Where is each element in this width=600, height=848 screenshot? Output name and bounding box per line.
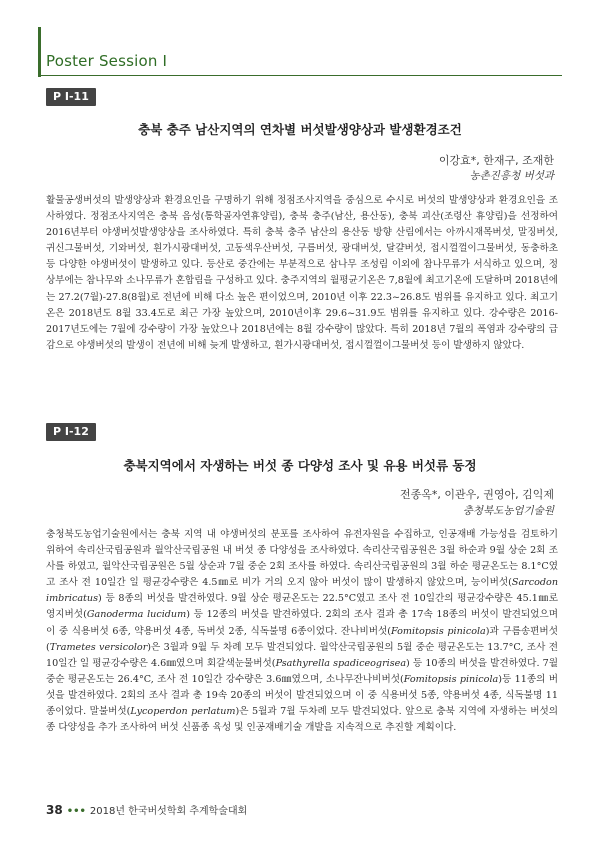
page-footer	[46, 802, 247, 817]
poster-code-badge: P I-11	[46, 88, 96, 106]
species-name: Trametes versicolor	[49, 641, 148, 653]
article-authors: 이강효*, 한재구, 조재한	[438, 154, 554, 167]
article-abstract	[46, 527, 558, 736]
abstract-text: )은 5월과 7월 두차례 모두 발견되었다. 앞으로 충북 지역에 자생하는 버섯의 종 다양성을 추가 조사하여 버섯 신품종 육성 및 인공재배기술 개발을 지속적으로 추진할 계획이다.	[46, 706, 558, 734]
article-affiliation: 농촌진흥청 버섯과	[469, 170, 554, 182]
species-name: Sarcodon imbricatus	[46, 577, 558, 605]
abstract-text: ) 등 10종의 버섯을 발견하였다. 7월 중순 평균온도는 26.4°C, 조사 전 10일간 강수량은 3.6㎜였으며, 소나무잔나비버섯(	[46, 657, 558, 685]
species-name: Lycoperdon perlatum	[130, 706, 236, 718]
species-name: Fomitopsis pinicola	[391, 625, 486, 637]
species-name: Fomitopsis pinicola	[403, 673, 499, 685]
conference-name: 2018년 한국버섯학회 추계학술대회	[89, 806, 248, 817]
species-name: Psathyrella spadiceogrisea	[275, 657, 407, 669]
species-name: Ganoderma lucidum	[86, 609, 187, 621]
page-number: 38	[46, 803, 63, 817]
abstract-text: )과 구름송편버섯(	[46, 625, 558, 653]
article-title: 충북지역에서 자생하는 버섯 종 다양성 조사 및 유용 버섯류 동정	[123, 458, 477, 473]
article-authors: 전종옥*, 이관우, 권영아, 김익제	[400, 488, 554, 501]
abstract-text: ) 등 8종의 버섯을 발견하였다. 9월 상순 평균온도는 22.5°C였고 조사 전 10일간의 평균강수량은 45.1㎜로 영지버섯(	[46, 593, 558, 621]
abstract-text: 충청북도농업기술원에서는 충북 지역 내 야생버섯의 분포를 조사하여 유전자원을 수집하고, 인공재배 가능성을 검토하기 위하여 속리산국립공원과 월악산국립공원 내 버섯 종 다양성을 조사하였다. 속리산국립공원은 3월 하순과 9월 상순 2회 조사를 하였고, 월악산국립공원은 5월 상순과 7월 중순 2회 조사를 하였다. 속리산국립공원의 3월 하순 평균온도는 8.1°C였고 조사 전 10일간 일 평균강수량은 4.5㎜로 비가 거의 오지 않아 버섯이 많이 발생하지 않았으며, 능이버섯(	[46, 529, 558, 589]
header-accent-rule	[38, 27, 41, 77]
section-title: Poster Session I	[46, 52, 168, 70]
poster-code-badge: P I-12	[46, 423, 96, 441]
abstract-text: )등 11종의 버섯을 발견하였다. 2회의 조사 결과 총 19속 20종의 버섯이 발견되었으며 이 중 식용버섯 5종, 약용버섯 4종, 식독불명 11종이었다. 말불버섯(	[46, 673, 558, 718]
footer-dots: •••	[66, 806, 86, 817]
article-affiliation: 충청북도농업기술원	[462, 505, 554, 517]
abstract-text: ) 등 12종의 버섯을 발견하였다. 2회의 조사 결과 총 17속 18종의 버섯이 발견되었으며 이 중 식용버섯 6종, 약용버섯 4종, 독버섯 2종, 식독불명 6종이었다. 잔나비버섯(	[46, 609, 559, 637]
article-title: 충북 충주 남산지역의 연차별 버섯발생양상과 발생환경조건	[138, 122, 462, 137]
header-divider	[38, 75, 562, 76]
article-abstract: 활물공생버섯의 발생양상과 환경요인을 구명하기 위해 정점조사지역을 중심으로 수시로 버섯의 발생양상과 환경요인을 조사하였다. 정점조사지역은 충북 음성(통학골자연휴양림), 충북 충주(남산, 용산동), 충북 괴산(조령산 휴양림)을 선정하여 2016년부터 야생버섯발생양상을 조사하였다. 특히 충북 충주 남산의 용산동 방향 산림에서는 아까시재목버섯, 말징버섯, 귀신그물버섯, 기와버섯, 흰가시광대버섯, 고동색우산버섯, 구름버섯, 광대버섯, 달걀버섯, 접시껄껄이그물버섯, 동충하초 등 다양한 야생버섯이 발생하고 있다. 등산로 중간에는 부분적으로 삼나무 조성림 이외에 참나무류가 서식하고 있으며, 정상부에는 참나무와 소나무류가 혼합림을 구성하고 있다. 충주지역의 월평균기온은 7,8월에 최고기온에 도달하며 2018년에는 27.2(7월)-27.8(8월)로 전년에 비해 다소 높은 편이었으며, 2010년 이후 22.3~26.8도 범위를 유지하고 있다. 최고기온은 2018년도 8월 33.4도로 최근 가장 높았으며, 2010년이후 29.6~31.9도 범위를 유지하고 있다. 강수량은 2016-2017년도에는 7월에 강수량이 가장 높았으나 2018년에는 8월 강수량이 많았다. 특히 2018년 7월의 폭염과 강수량의 급감으로 야생버섯의 발생이 전년에 비해 늦게 발생하고, 흰가시광대버섯, 접시껄껄이그물버섯 등이 발생하지 않았다.	[46, 195, 558, 351]
abstract-text: )은 3월과 9월 두 차례 모두 발견되었다. 월악산국립공원의 5월 중순 평균온도는 13.7°C, 조사 전 10일간 일 평균강수량은 4.6㎜였으며 회갈색눈물버섯(	[46, 641, 558, 669]
